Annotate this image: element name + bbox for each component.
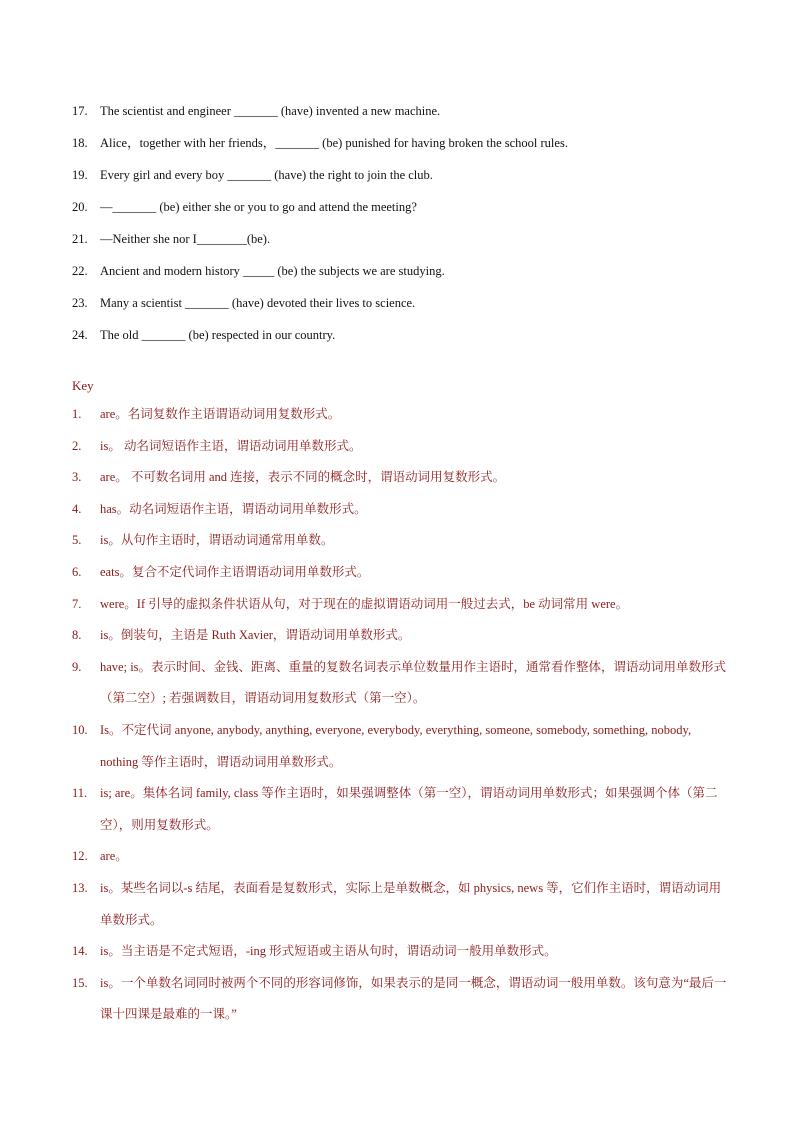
answer-text: has。动名词短语作主语，谓语动词用单数形式。 bbox=[100, 501, 367, 516]
answer-item bbox=[72, 936, 732, 968]
answer-item bbox=[72, 494, 732, 526]
answer-number: 3. bbox=[72, 470, 82, 485]
answer-text: eats。复合不定代词作主语谓语动词用单数形式。 bbox=[100, 564, 370, 579]
answer-item bbox=[72, 968, 732, 1031]
answer-text: is。当主语是不定式短语，-ing 形式短语或主语从句时，谓语动词一般用单数形式。 bbox=[100, 944, 557, 959]
answer-text: are。 不可数名词用 and 连接，表示不同的概念时，谓语动词用复数形式。 bbox=[100, 470, 506, 485]
question-item bbox=[72, 292, 732, 324]
answer-text: is。某些名词以-s 结尾，表面看是复数形式，实际上是单数概念，如 physics, news 等，它们作主语时，谓语动词用单数形式。 bbox=[100, 880, 722, 927]
answer-text: are。名词复数作主语谓语动词用复数形式。 bbox=[100, 407, 341, 421]
question-number: 20. bbox=[72, 200, 88, 214]
answer-text: is。倒装句，主语是 Ruth Xavier，谓语动词用单数形式。 bbox=[100, 628, 411, 643]
answer-item bbox=[72, 652, 732, 715]
answer-number: 8. bbox=[72, 628, 82, 643]
question-item bbox=[72, 228, 732, 260]
key-heading: Key bbox=[72, 378, 94, 393]
question-item bbox=[72, 164, 732, 196]
answer-number: 2. bbox=[72, 438, 82, 453]
question-number: 19. bbox=[72, 168, 88, 182]
question-item bbox=[72, 100, 732, 132]
question-item bbox=[72, 324, 732, 356]
answer-number: 15. bbox=[72, 975, 88, 990]
answer-number: 12. bbox=[72, 849, 88, 864]
answer-number: 9. bbox=[72, 659, 82, 674]
answer-number: 7. bbox=[72, 596, 82, 611]
question-text: Many a scientist _______ (have) devoted their lives to science. bbox=[100, 296, 416, 310]
answer-text: are。 bbox=[100, 849, 128, 864]
question-text: Every girl and every boy _______ (have) the right to join the club. bbox=[100, 168, 433, 182]
answer-text: is。一个单数名词同时被两个不同的形容词修饰，如果表示的是同一概念，谓语动词一般用单数。该句意为“最后一课十四课是最难的一课。” bbox=[100, 975, 727, 1022]
answer-item bbox=[72, 778, 732, 841]
answer-item bbox=[72, 431, 732, 463]
answer-item bbox=[72, 841, 732, 873]
answer-item bbox=[72, 715, 732, 778]
answer-item bbox=[72, 525, 732, 557]
answer-number: 10. bbox=[72, 722, 88, 737]
answer-number: 14. bbox=[72, 944, 88, 959]
question-number: 23. bbox=[72, 296, 88, 310]
question-number: 21. bbox=[72, 232, 88, 246]
answer-number: 6. bbox=[72, 564, 82, 579]
answer-item bbox=[72, 462, 732, 494]
answer-item bbox=[72, 557, 732, 589]
answer-item bbox=[72, 589, 732, 621]
answer-text: were。If 引导的虚拟条件状语从句，对于现在的虚拟谓语动词用一般过去式，be 动词常用 were。 bbox=[100, 596, 629, 611]
question-text: —_______ (be) either she or you to go and attend the meeting? bbox=[100, 200, 417, 214]
question-text: Ancient and modern history _____ (be) the subjects we are studying. bbox=[100, 264, 445, 278]
question-number: 22. bbox=[72, 264, 88, 278]
question-list bbox=[72, 100, 732, 356]
answer-list bbox=[72, 399, 732, 1031]
question-number: 24. bbox=[72, 328, 88, 342]
answer-item bbox=[72, 620, 732, 652]
answer-number: 5. bbox=[72, 533, 82, 548]
answer-text: is。从句作主语时，谓语动词通常用单数。 bbox=[100, 533, 334, 548]
question-item bbox=[72, 196, 732, 228]
answer-text: have; is。表示时间、金钱、距离、重量的复数名词表示单位数量用作主语时，通常看作整体，谓语动词用单数形式（第二空）; 若强调数目，谓语动词用复数形式（第一空）。 bbox=[100, 659, 727, 706]
question-number: 18. bbox=[72, 136, 88, 150]
answer-text: is; are。集体名词 family, class 等作主语时，如果强调整体（第一空），谓语动词用单数形式；如果强调个体（第二空），则用复数形式。 bbox=[100, 786, 718, 832]
question-item bbox=[72, 132, 732, 164]
answer-number: 1. bbox=[72, 407, 82, 421]
answer-number: 4. bbox=[72, 501, 82, 516]
question-item bbox=[72, 260, 732, 292]
question-number: 17. bbox=[72, 104, 88, 118]
answer-number: 11. bbox=[72, 786, 88, 801]
question-text: —Neither she nor I________(be). bbox=[100, 232, 271, 246]
answer-text: is。 动名词短语作主语，谓语动词用单数形式。 bbox=[100, 438, 362, 453]
answer-text: Is。不定代词 anyone, anybody, anything, everyone, everybody, everything, someone, somebody, something, nobody, nothing 等作主语时，谓语动词用单数形式。 bbox=[100, 722, 692, 769]
question-text: The old _______ (be) respected in our country. bbox=[100, 328, 336, 342]
question-text: The scientist and engineer _______ (have) invented a new machine. bbox=[100, 104, 441, 118]
answer-item bbox=[72, 873, 732, 936]
answer-number: 13. bbox=[72, 880, 88, 895]
question-text: Alice，together with her friends，_______ (be) punished for having broken the school rules. bbox=[100, 136, 568, 150]
answer-item bbox=[72, 399, 732, 431]
